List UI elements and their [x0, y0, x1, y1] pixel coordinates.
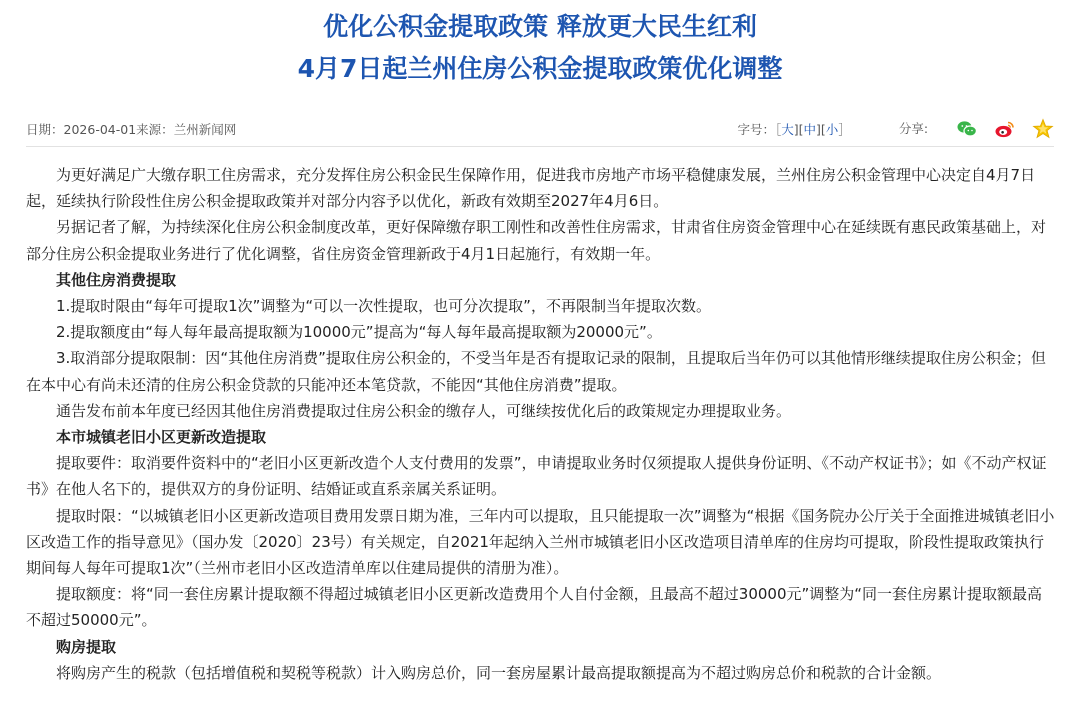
article-meta-bar [26, 115, 1054, 143]
paragraph: 另据记者了解，为持续深化住房公积金制度改革，更好保障缴存职工刚性和改善性住房需求，甘肃省住房资金管理中心在延续既有惠民政策基础上，对部分住房公积金提取业务进行了优化调整，省住房资金管理新政于4月1日起施行，有效期一年。 [26, 218, 1047, 263]
source-label: 来源： [136, 122, 174, 137]
article-title-line2: 4月7日起兰州住房公积金提取政策优化调整 [297, 54, 783, 83]
font-medium-button[interactable]: 中 [803, 122, 817, 137]
date-label: 日期： [26, 122, 64, 137]
paragraph: 提取时限：“以城镇老旧小区更新改造项目费用发票日期为准，三年内可以提取，且只能提取一次”调整为“根据《国务院办公厅关于全面推进城镇老旧小区改造工作的指导意见》（国办发〔2020〕23号）有关规定，自2021年起纳入兰州市城镇老旧小区改造项目清单库的住房均可提取，阶段性提取政策执行期间每人每年可提取1次”（兰州市老旧小区改造清单库以住建局提供的清册为准）。 [26, 506, 1055, 578]
bracket: ][ [816, 122, 826, 137]
font-small-button[interactable]: 小 [825, 122, 839, 137]
paragraph: 通告发布前本年度已经因其他住房消费提取过住房公积金的缴存人，可继续按优化后的政策规定办理提取业务。 [56, 401, 792, 420]
article-date-source [26, 120, 737, 138]
paragraph: 提取额度：将“同一套住房累计提取额不得超过城镇老旧小区更新改造费用个人自付金额，且最高不超过30000元”调整为“同一套住房累计提取额最高不超过50000元”。 [26, 585, 1043, 630]
bracket: ［ [774, 122, 782, 137]
publish-date: 2026-04-01 [63, 122, 137, 137]
font-size-label: 字号： [737, 122, 775, 137]
bracket: ］ [838, 122, 851, 137]
wechat-icon[interactable] [956, 118, 978, 140]
paragraph: 1.提取时限由“每年可提取1次”调整为“可以一次性提取，也可分次提取”，不再限制当年提取次数。 [56, 297, 711, 316]
article-title-line1: 优化公积金提取政策 释放更大民生红利 [323, 12, 757, 41]
weibo-icon[interactable] [994, 118, 1016, 140]
paragraph: 3.取消部分提取限制：因“其他住房消费”提取住房公积金的，不受当年是否有提取记录的限制，且提取后当年仍可以其他情形继续提取住房公积金；但在本中心有尚未还清的住房公积金贷款的只能冲还本笔贷款，不能因“其他住房消费”提取。 [26, 349, 1046, 394]
paragraph: 提取要件：取消要件资料中的“老旧小区更新改造个人支付费用的发票”，申请提取业务时仅须提取人提供身份证明、《不动产权证书》；如《不动产权证书》在他人名下的，提供双方的身份证明、结婚证或直系亲属关系证明。 [26, 454, 1047, 499]
meta-divider [26, 146, 1054, 147]
section-heading: 其他住房消费提取 [56, 270, 177, 289]
paragraph: 2.提取额度由“每人每年最高提取额为10000元”提高为“每人每年最高提取额为20000元”。 [56, 323, 662, 342]
article-body [26, 162, 1056, 686]
font-size-control [737, 120, 850, 138]
source-name: 兰州新闻网 [173, 122, 237, 137]
paragraph: 将购房产生的税款（包括增值税和契税等税款）计入购房总价，同一套房屋累计最高提取额提高为不超过购房总价和税款的合计金额。 [56, 663, 942, 682]
share-bar [899, 118, 1054, 140]
paragraph: 为更好满足广大缴存职工住房需求，充分发挥住房公积金民生保障作用，促进我市房地产市场平稳健康发展，兰州住房公积金管理中心决定自4月7日起，延续执行阶段性住房公积金提取政策并对部分内容予以优化，新政有效期至2027年4月6日。 [26, 166, 1036, 211]
font-large-button[interactable]: 大 [781, 122, 794, 137]
favorite-star-icon[interactable] [1032, 118, 1054, 140]
share-label: 分享: [898, 120, 929, 136]
bracket: ][ [793, 122, 804, 137]
section-heading: 本市城镇老旧小区更新改造提取 [56, 428, 267, 447]
section-heading: 购房提取 [56, 637, 117, 656]
